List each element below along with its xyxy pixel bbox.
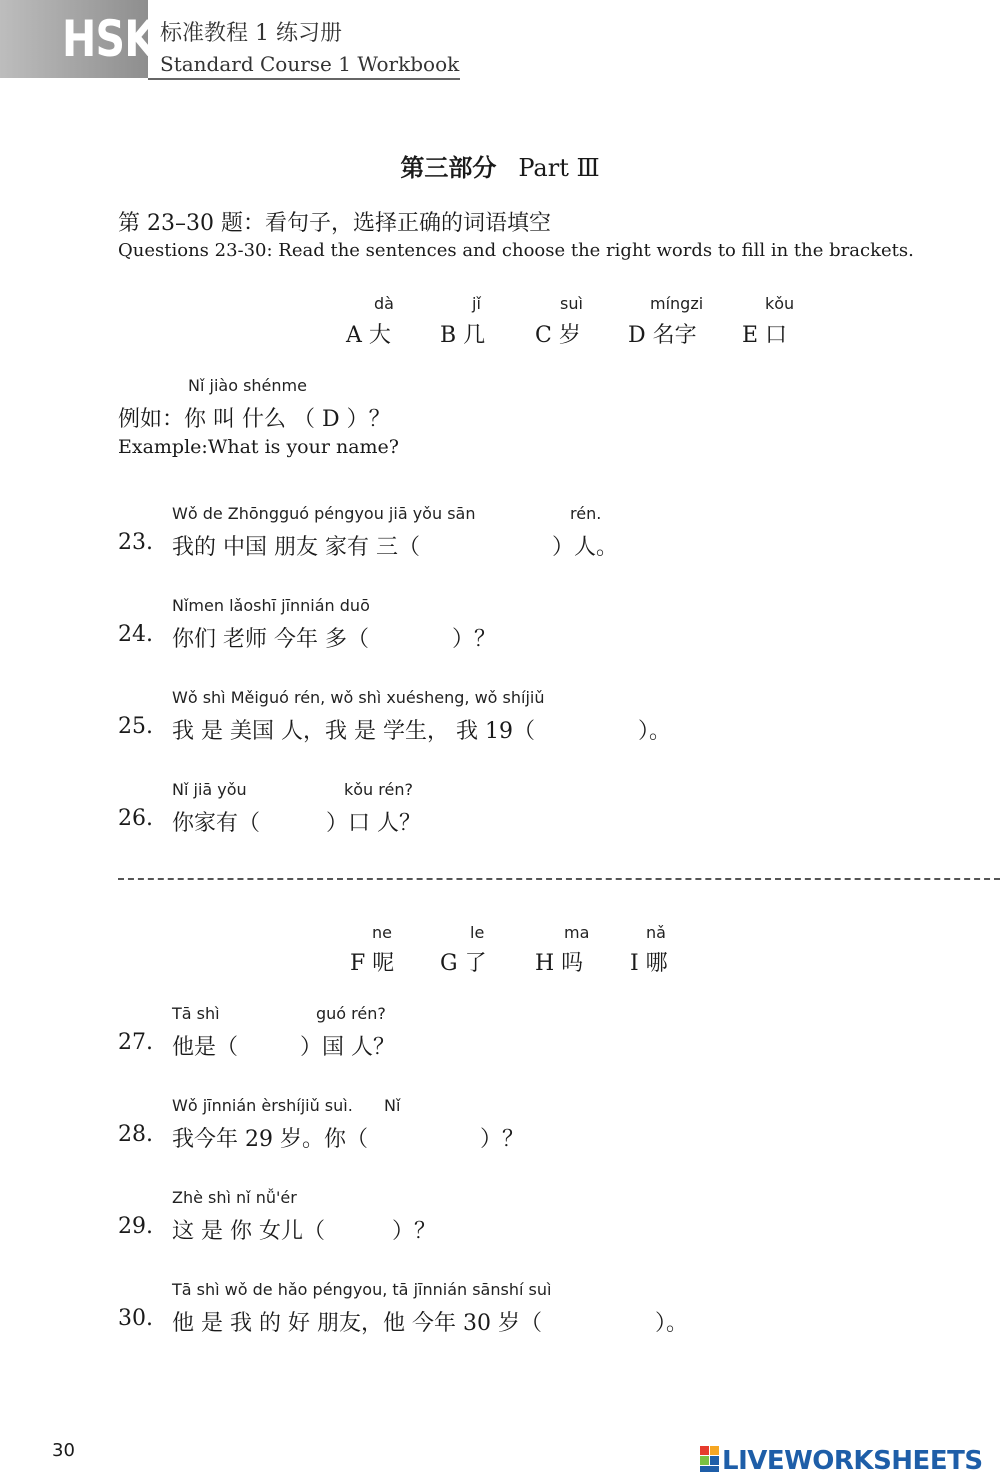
q25-sentence: 我 是 美国 人，我 是 学生， 我 19（ (172, 719, 535, 744)
q27-pinyin-after: guó rén? (316, 1004, 386, 1023)
q30-answer-blank[interactable]: ）。 (655, 1311, 689, 1336)
book-title-cn: 标准教程 1 练习册 (160, 21, 342, 46)
q28-sentence: 我今年 29 岁。你（ (172, 1127, 368, 1152)
q28-pinyin-after: Nǐ (384, 1096, 401, 1115)
example-sentence: 例如：你 叫 什么 （ D ）？ (118, 407, 391, 432)
section-title (0, 148, 1000, 183)
option-c: C 岁 (535, 323, 581, 348)
q25-number: 25. (118, 714, 153, 739)
option-b: B 几 (440, 323, 486, 348)
q30-number: 30. (118, 1306, 153, 1331)
q27-number: 27. (118, 1030, 153, 1055)
q23-pinyin-after: rén. (570, 504, 602, 523)
q25-answer-blank[interactable]: ）。 (638, 719, 672, 744)
q24-pinyin: Nǐmen lǎoshī jīnnián duō (172, 596, 370, 615)
liveworksheets-brand[interactable]: LIVEWORKSHEETS (722, 1446, 983, 1476)
example-pinyin: Nǐ jiào shénme (188, 376, 307, 395)
book-title-en: Standard Course 1 Workbook (160, 52, 460, 76)
q26-sentence: 你家有（ (172, 811, 261, 836)
q24-number: 24. (118, 622, 153, 647)
q28-answer-blank[interactable]: ）？ (480, 1127, 525, 1152)
option-h: H 吗 (535, 951, 584, 976)
q29-sentence: 这 是 你 女儿（ (172, 1219, 325, 1244)
q26-number: 26. (118, 806, 153, 831)
option-e-pinyin: kǒu (765, 294, 795, 313)
q24-sentence: 你们 老师 今年 多（ (172, 627, 369, 652)
option-a: A 大 (346, 323, 391, 348)
q23-number: 23. (118, 530, 153, 555)
header-underline (148, 78, 460, 80)
option-i-pinyin: nǎ (646, 923, 666, 942)
option-b-pinyin: jǐ (472, 294, 481, 313)
q26-pinyin-after: kǒu rén? (344, 780, 413, 799)
option-c-pinyin: suì (560, 294, 583, 313)
option-f-pinyin: ne (372, 923, 392, 942)
option-d: D 名字 (628, 323, 697, 348)
option-g: G 了 (440, 951, 487, 976)
liveworksheets-logo-icon (700, 1446, 720, 1474)
instruction-en: Questions 23-30: Read the sentences and choose the right words to fill in the brackets. (118, 240, 914, 261)
q23-sentence: 我的 中国 朋友 家有 三（ (172, 535, 420, 560)
q30-sentence: 他 是 我 的 好 朋友，他 今年 30 岁（ (172, 1311, 542, 1336)
q23-pinyin: Wǒ de Zhōngguó péngyou jiā yǒu sān (172, 504, 476, 523)
q26-answer-blank[interactable]: ）口 人？ (326, 811, 421, 836)
q29-pinyin: Zhè shì nǐ nǚ'ér (172, 1188, 297, 1207)
instruction-cn: 第 23–30 题：看句子，选择正确的词语填空 (118, 211, 551, 236)
q30-pinyin: Tā shì wǒ de hǎo péngyou, tā jīnnián sānshí suì (172, 1280, 552, 1299)
q28-number: 28. (118, 1122, 153, 1147)
q28-pinyin: Wǒ jīnnián èrshíjiǔ suì. (172, 1096, 353, 1115)
q29-number: 29. (118, 1214, 153, 1239)
q23-answer-blank[interactable]: ）人。 (552, 535, 619, 560)
page-number: 30 (52, 1440, 75, 1461)
example-english: Example:What is your name? (118, 436, 399, 458)
q27-answer-blank[interactable]: ）国 人？ (300, 1035, 395, 1060)
q29-answer-blank[interactable]: ）？ (392, 1219, 437, 1244)
hsk-logo: HSK (62, 10, 156, 68)
option-d-pinyin: míngzi (650, 294, 704, 313)
dashed-divider (118, 878, 1000, 880)
section-title-cn: 第三部分 (400, 154, 497, 182)
option-f: F 呢 (350, 951, 395, 976)
option-g-pinyin: le (470, 923, 485, 942)
option-e: E 口 (742, 323, 788, 348)
option-h-pinyin: ma (564, 923, 590, 942)
q27-sentence: 他是（ (172, 1035, 239, 1060)
section-title-en: Part Ⅲ (518, 154, 600, 182)
option-a-pinyin: dà (374, 294, 394, 313)
option-i: I 哪 (630, 951, 668, 976)
q26-pinyin: Nǐ jiā yǒu (172, 780, 247, 799)
q24-answer-blank[interactable]: ）？ (452, 627, 497, 652)
q25-pinyin: Wǒ shì Měiguó rén, wǒ shì xuésheng, wǒ shíjiǔ (172, 688, 545, 707)
q27-pinyin: Tā shì (172, 1004, 220, 1023)
